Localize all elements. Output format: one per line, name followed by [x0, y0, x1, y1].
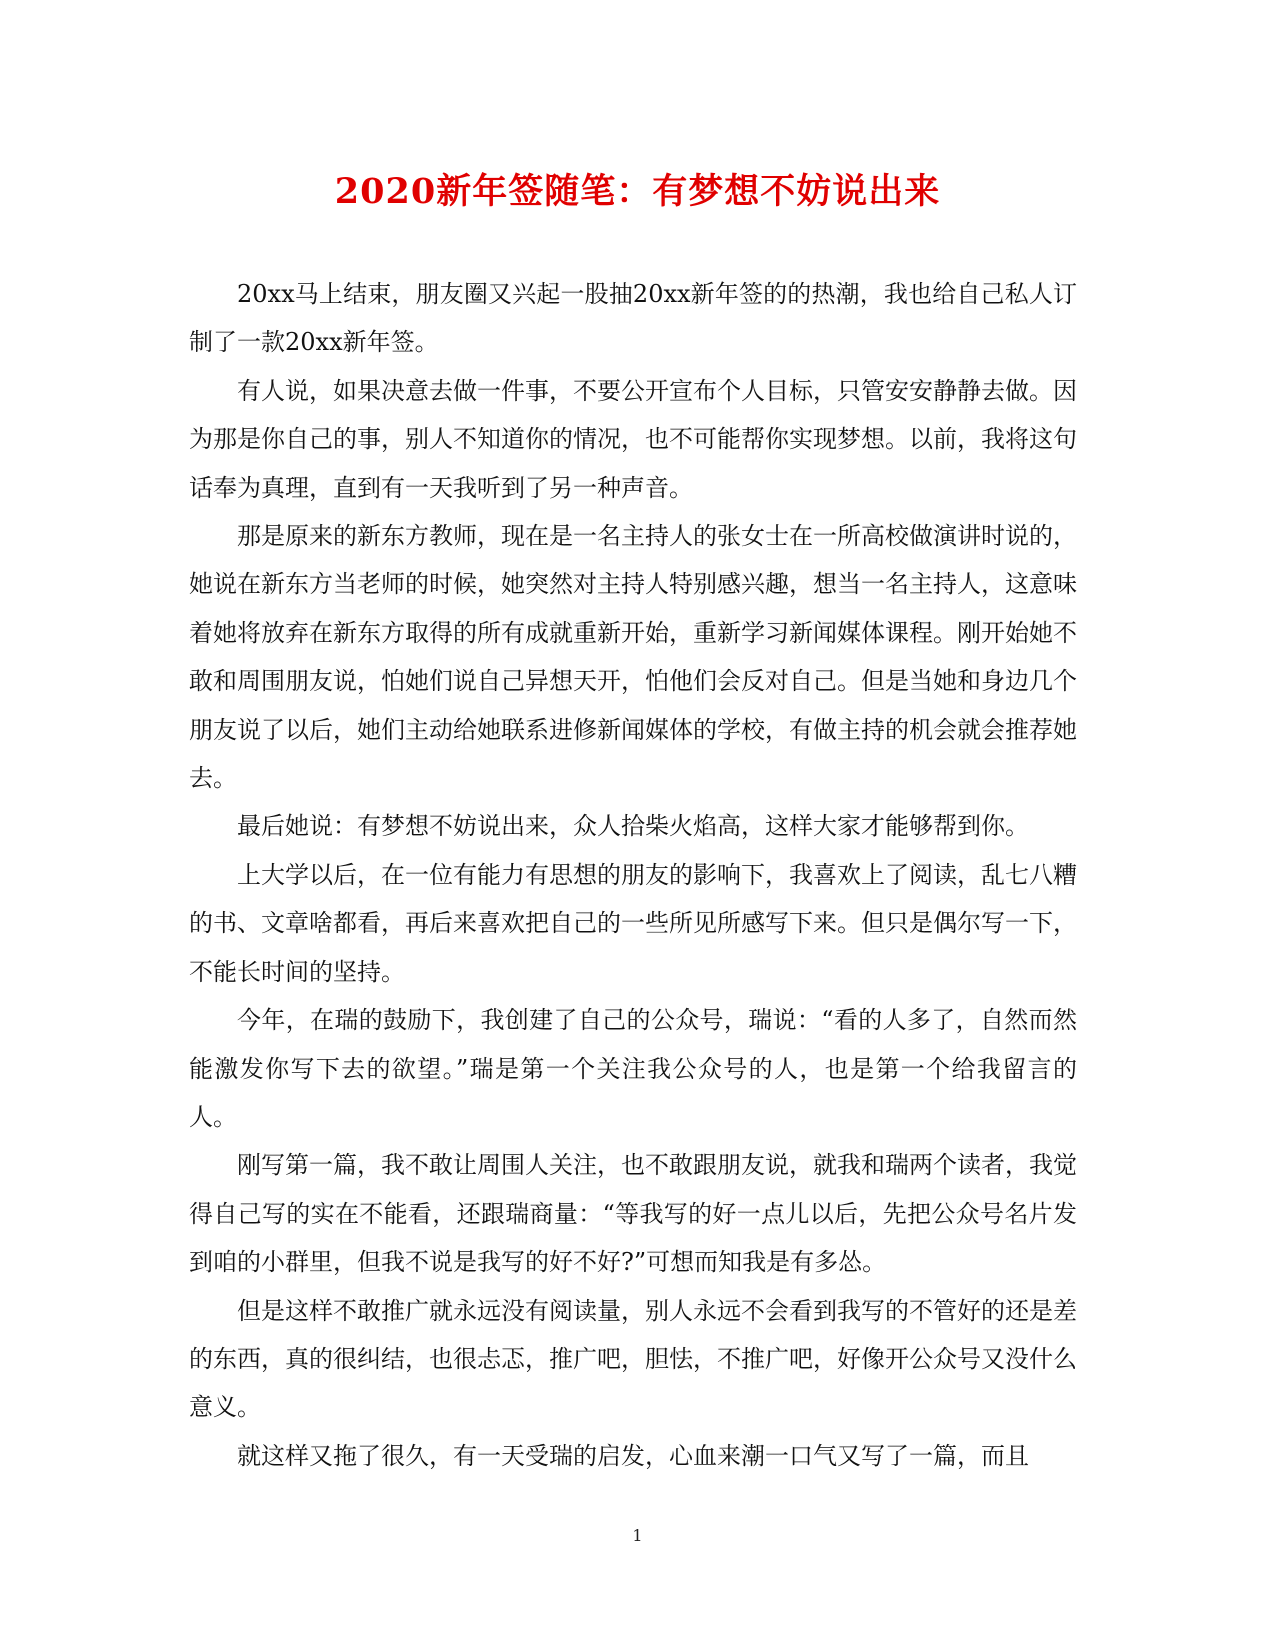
paragraph-4: 最后她说：有梦想不妨说出来，众人拾柴火焰高，这样大家才能够帮到你。 [237, 812, 1029, 841]
paragraph-5: 上大学以后，在一位有能力有思想的朋友的影响下，我喜欢上了阅读，乱七八糟的书、文章啥都看，再后来喜欢把自己的一些所见所感写下来。但只是偶尔写一下，不能长时间的坚持。 [189, 860, 1077, 986]
page-number: 1 [632, 1526, 643, 1545]
paragraph-1: 20xx马上结束，朋友圈又兴起一股抽20xx新年签的的热潮，我也给自己私人订制了一款20xx新年签。 [189, 280, 1077, 357]
paragraph-9: 就这样又拖了很久，有一天受瑞的启发，心血来潮一口气又写了一篇，而且 [237, 1441, 1029, 1470]
paragraph-6: 今年，在瑞的鼓励下，我创建了自己的公众号，瑞说：“看的人多了，自然而然能激发你写下去的欲望。”瑞是第一个关注我公众号的人，也是第一个给我留言的人。 [189, 1006, 1077, 1131]
paragraph-2: 有人说，如果决意去做一件事，不要公开宣布个人目标，只管安安静静去做。因为那是你自己的事，别人不知道你的情况，也不可能帮你实现梦想。以前，我将这句话奉为真理，直到有一天我听到了另一种声音。 [189, 376, 1077, 502]
paragraph-7: 刚写第一篇，我不敢让周围人关注，也不敢跟朋友说，就我和瑞两个读者，我觉得自己写的实在不能看，还跟瑞商量：“等我写的好一点儿以后，先把公众号名片发到咱的小群里，但我不说是我写的好不好?”可想而知我是有多怂。 [189, 1151, 1077, 1277]
document-body [189, 270, 1077, 1480]
document-title: 2020新年签随笔：有梦想不妨说出来 [334, 171, 941, 212]
paragraph-8: 但是这样不敢推广就永远没有阅读量，别人永远不会看到我写的不管好的还是差的东西，真的很纠结，也很忐忑，推广吧，胆怯，不推广吧，好像开公众号又没什么意义。 [189, 1296, 1077, 1422]
paragraph-3: 那是原来的新东方教师，现在是一名主持人的张女士在一所高校做演讲时说的，她说在新东方当老师的时候，她突然对主持人特别感兴趣，想当一名主持人，这意味着她将放弃在新东方取得的所有成就重新开始，重新学习新闻媒体课程。刚开始她不敢和周围朋友说，怕她们说自己异想天开，怕他们会反对自己。但是当她和身边几个朋友说了以后，她们主动给她联系进修新闻媒体的学校，有做主持的机会就会推荐她去。 [189, 522, 1077, 793]
